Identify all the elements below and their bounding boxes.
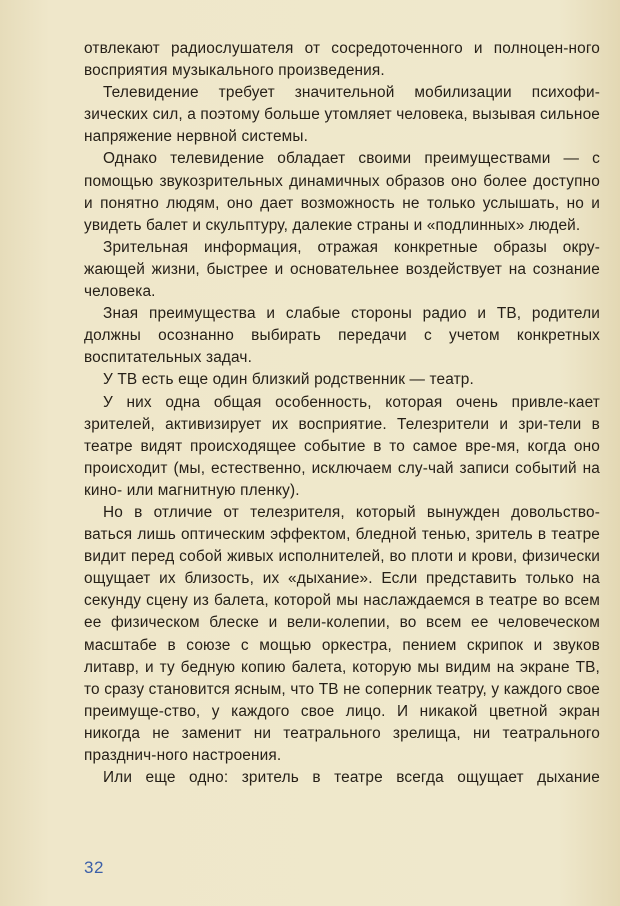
body-text bbox=[84, 38, 600, 789]
paragraph-5: Зная преимущества и слабые стороны радио и ТВ, родители должны осознанно выбирать передачи с учетом конкретных воспитательных задач. bbox=[84, 305, 600, 367]
paragraph-2: Телевидение требует значительной мобилизации психофи-зических сил, а поэтому больше утомляет человека, вызывая сильное напряжение нервной системы. bbox=[84, 84, 600, 146]
paragraph-9: Или еще одно: зритель в театре всегда ощущает дыхание bbox=[103, 769, 600, 787]
paragraph-3: Однако телевидение обладает своими преимуществами — с помощью звукозрительных динамичных образов оно более доступно и понятно людям, оно дает возможность не только услышать, но и увидеть балет и скульптуру, далекие страны и «подлинных» людей. bbox=[84, 150, 600, 234]
paragraph-6: У ТВ есть еще один близкий родственник — театр. bbox=[103, 371, 474, 389]
paragraph-1: отвлекают радиослушателя от сосредоточенного и полноцен-ного восприятия музыкального произведения. bbox=[84, 40, 600, 80]
paragraph-7: У них одна общая особенность, которая очень привле-кает зрителей, активизирует их восприятие. Телезрители и зри-тели в театре видят происходящее событие в то самое вре-мя, когда оно происходит (мы, естественно, исключаем слу-чай записи событий на кино- или магнитную пленку). bbox=[84, 393, 600, 499]
page-number: 32 bbox=[84, 858, 104, 877]
paragraph-4: Зрительная информация, отражая конкретные образы окру-жающей жизни, быстрее и основательнее воздействует на сознание человека. bbox=[84, 238, 600, 301]
paragraph-8: Но в отличие от телезрителя, который вынужден довольство-ваться лишь оптическим эффектом, бледной тенью, зритель в театре видит перед собой живых исполнителей, во плоти и крови, физически ощущает их близость, их «дыхание». Если представить только на секунду сцену из балета, которой мы наслаждаемся в театре во всем ее физическом блеске и вели-колепии, во всем ее человеческом масштабе в союзе с мощью оркестра, пением скрипок и звуков литавр, и ту бедную копию балета, которую мы видим на экране ТВ, то сразу становится ясным, что ТВ не соперник театру, у каждого свое преимуще-ство, у каждого свое лицо. И никакой цветной экран никогда не заменит ни театрального зрелища, ни театрального празднич-ного настроения. bbox=[84, 503, 600, 764]
